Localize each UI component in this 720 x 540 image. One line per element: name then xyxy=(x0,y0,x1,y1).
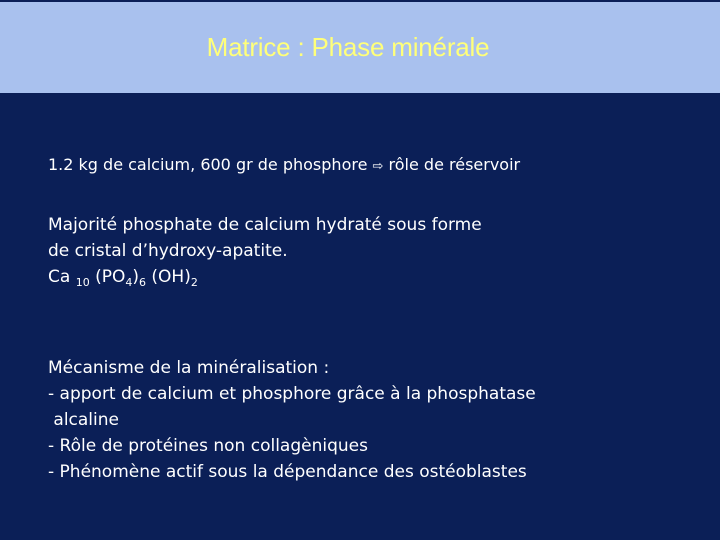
paragraph-hydroxyapatite xyxy=(48,212,482,290)
mineralisation-item-3: - Phénomène actif sous la dépendance des ostéoblastes xyxy=(48,462,527,482)
formula-po4-subscript: 4 xyxy=(125,276,133,289)
chemical-formula xyxy=(48,264,482,290)
mineralisation-item-2: - Rôle de protéines non collagèniques xyxy=(48,436,368,456)
mineralisation-item-1-continued: alcaline xyxy=(48,410,119,430)
formula-oh-subscript: 2 xyxy=(190,276,198,289)
reservoir-text: 1.2 kg de calcium, 600 gr de phosphore xyxy=(48,155,368,174)
formula-po4-close: ) xyxy=(132,267,140,287)
reservoir-role-text: rôle de réservoir xyxy=(388,155,521,174)
mineralisation-heading: Mécanisme de la minéralisation : xyxy=(48,358,330,378)
mineralisation-item-1: - apport de calcium et phosphore grâce à la phosphatase xyxy=(48,384,536,404)
hydroxyapatite-line-2: de cristal d’hydroxy-apatite. xyxy=(48,241,288,261)
formula-ca: Ca xyxy=(48,267,71,287)
formula-po4-open: (PO xyxy=(95,267,126,287)
arrow-right-icon: ⇨ xyxy=(372,159,384,174)
paragraph-mineralisation xyxy=(48,355,536,485)
formula-oh: (OH) xyxy=(151,267,191,287)
formula-ca-subscript: 10 xyxy=(75,276,90,289)
title-bar xyxy=(0,0,720,93)
slide-title: Matrice : Phase minérale xyxy=(206,32,490,62)
formula-po4-count-subscript: 6 xyxy=(139,276,147,289)
hydroxyapatite-line-1: Majorité phosphate de calcium hydraté sous forme xyxy=(48,215,482,235)
paragraph-reservoir xyxy=(48,152,520,180)
